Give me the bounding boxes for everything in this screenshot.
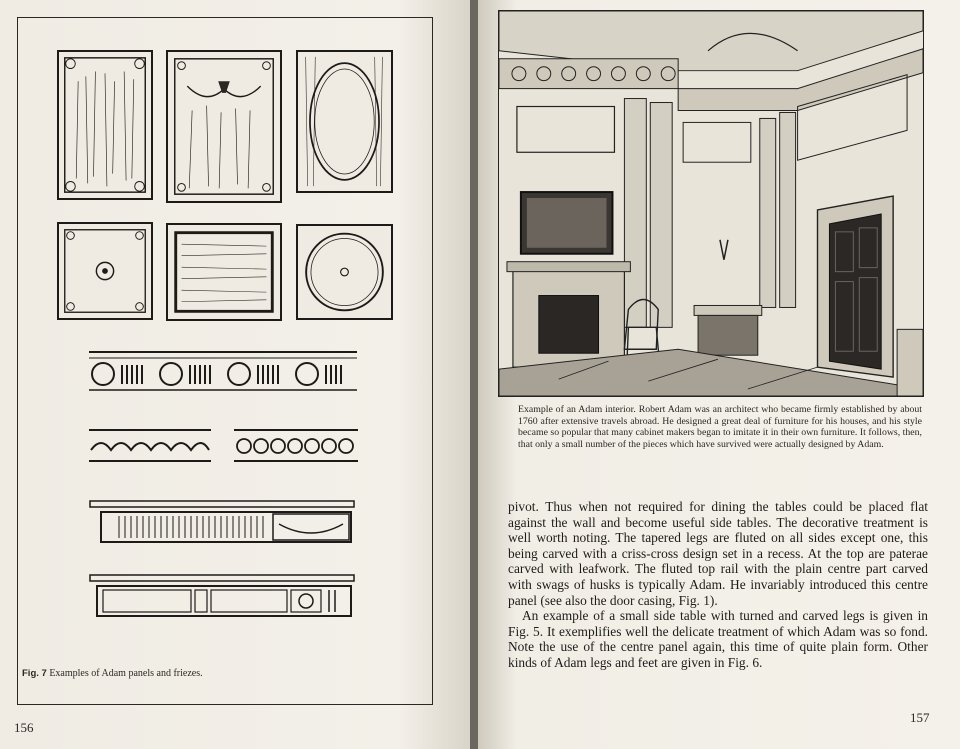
- adam-interior-illustration: [498, 10, 924, 397]
- panel-drawing-circle: [296, 224, 393, 320]
- page-number-left: 156: [14, 720, 34, 735]
- frieze-drawing-wave-scroll: [89, 428, 211, 464]
- frieze-drawing-panelled-roundel: [89, 574, 355, 618]
- figure-label: Fig. 7: [22, 668, 47, 679]
- book-gutter: [470, 0, 478, 749]
- figure-caption-text: Examples of Adam panels and friezes.: [49, 668, 203, 679]
- panel-drawing-rosette: [57, 222, 153, 320]
- frieze-drawing-guilloche: [234, 428, 358, 464]
- panel-drawing-corner-rosettes: [57, 50, 153, 200]
- body-text: [508, 499, 928, 671]
- frieze-drawing-roundel-flutes: [89, 350, 357, 396]
- panel-drawing-cross-banded: [166, 223, 282, 321]
- illustration-caption: Example of an Adam interior. Robert Adam was an architect who became firmly established by about 1760 after extensive travels abroad. He designed a great deal of furniture for his houses, and his style became so popular that many cabinet makers began to imitate it in their own furniture. It follows, then, that only a small number of the pieces which have survived were actually designed by Adam.: [518, 404, 922, 450]
- page-number-right: 157: [910, 710, 930, 725]
- figure-caption: [22, 668, 203, 679]
- panel-drawing-urn-swag: [166, 50, 282, 203]
- panel-drawing-oval: [296, 50, 393, 193]
- frieze-drawing-fluted-swag-panel: [89, 500, 355, 544]
- body-paragraph-2: An example of a small side table with turned and carved legs is given in Fig. 5. It exemplifies well the delicate treatment of which Adam was so fond. Note the use of the centre panel again, this time of quite plain form. Other kinds of Adam legs and feet are given in Fig. 6.: [508, 608, 928, 670]
- body-paragraph-1: pivot. Thus when not required for dining the tables could be placed flat against the wall and become useful side tables. The decorative treatment is well worth noting. The tapered legs are fluted on all sides except one, this being carved with a criss-cross design set in a recess. At the top are paterae carved with leafwork. The fluted top rail with the plain centre part carved with swags of husks is typically Adam. He invariably introduced this centre panel (see also the door casing, Fig. 1).: [508, 499, 928, 608]
